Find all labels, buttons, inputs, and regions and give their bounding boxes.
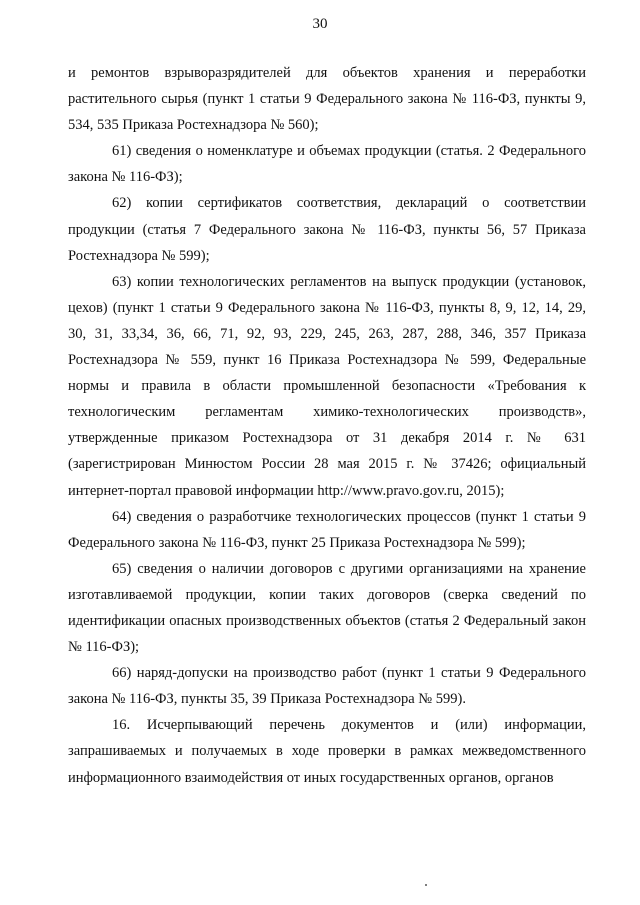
paragraph-section-16: 16. Исчерпывающий перечень документов и (или) информации, запрашиваемых и получаемых в ходе проверки в рамках межведомственного информационного взаимодействия от иных государственных органов, органов: [68, 717, 586, 786]
page-number: 30: [312, 16, 328, 32]
paragraph-item-64: 64) сведения о разработчике технологических процессов (пункт 1 статьи 9 Федерального закона № 116-ФЗ, пункт 25 Приказа Ростехнадзора № 599);: [68, 508, 586, 551]
paragraph-item-62: 62) копии сертификатов соответствия, деклараций о соответствии продукции (статья 7 Федерального закона № 116-ФЗ, пункты 56, 57 Приказа Ростехнадзора № 599);: [68, 195, 586, 264]
scan-speck: [425, 884, 427, 886]
paragraph-item-65: 65) сведения о наличии договоров с другими организациями на хранение изготавливаемой продукции, копии таких договоров (сверка сведений по идентификации опасных производственных объектов (статья 2 Федеральный закон № 116-ФЗ);: [68, 560, 586, 656]
paragraph-continuation: и ремонтов взрыворазрядителей для объектов хранения и переработки растительного сырья (пункт 1 статьи 9 Федерального закона № 116-ФЗ, пункты 9, 534, 535 Приказа Ростехнадзора № 560);: [68, 65, 586, 134]
document-body: [68, 60, 586, 791]
paragraph-item-61: 61) сведения о номенклатуре и объемах продукции (статья. 2 Федерального закона № 116-ФЗ);: [68, 143, 586, 186]
paragraph-item-66: 66) наряд-допуски на производство работ (пункт 1 статьи 9 Федерального закона № 116-ФЗ, пункты 35, 39 Приказа Ростехнадзора № 599).: [68, 665, 586, 708]
paragraph-item-63: 63) копии технологических регламентов на выпуск продукции (установок, цехов) (пункт 1 статьи 9 Федерального закона № 116-ФЗ, пункты 8, 9, 12, 14, 29, 30, 31, 33,34, 36, 66, 71, 92, 93, 229, 245, 263, 287, 288, 346, 357 Приказа Ростехнадзора № 559, пункт 16 Приказа Ростехнадзора № 599, Федеральные нормы и правила в области промышленной безопасности «Требования к технологическим регламентам химико-технологических производств», утвержденные приказом Ростехнадзора от 31 декабря 2014 г. № 631 (зарегистрирован Минюстом России 28 мая 2015 г. № 37426; официальный интернет-портал правовой информации http://www.pravo.gov.ru, 2015);: [68, 273, 586, 499]
